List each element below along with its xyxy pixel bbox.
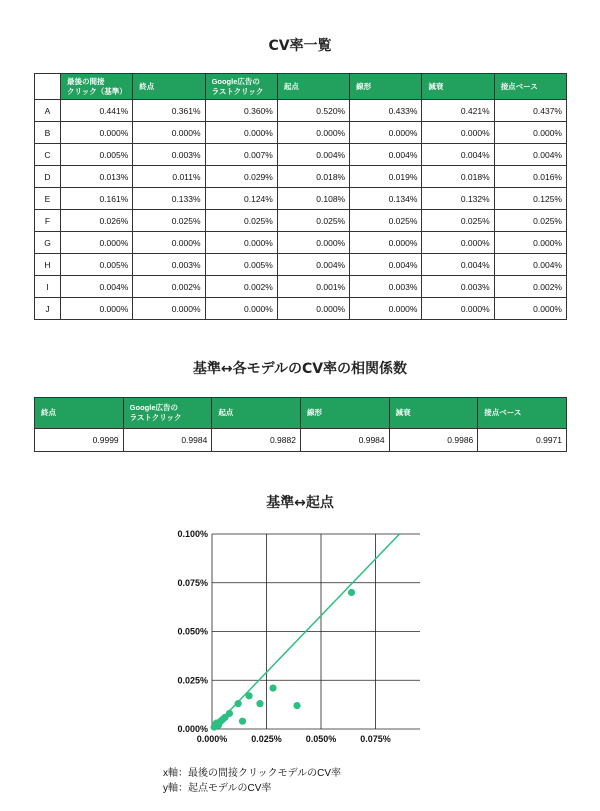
table2-title: 基準↔各モデルのCV率の相関係数 (192, 361, 408, 377)
data-point (269, 684, 276, 691)
table-cell: 0.005% (61, 144, 133, 166)
column-header: 起点 (277, 74, 349, 100)
table-cell: 0.002% (133, 276, 205, 298)
table-cell: 0.9882 (212, 429, 301, 452)
column-header: Google広告の ラストクリック (123, 398, 212, 429)
correlation-table (34, 397, 567, 452)
table-cell: 0.011% (133, 166, 205, 188)
table-row (35, 188, 567, 210)
column-header: 最後の間接 クリック（基準） (61, 74, 133, 100)
table-cell: 0.000% (350, 298, 422, 320)
table-row (35, 232, 567, 254)
table-cell: 0.004% (422, 144, 494, 166)
table-cell: 0.004% (350, 144, 422, 166)
data-point (245, 692, 252, 699)
table-cell: 0.9971 (478, 429, 567, 452)
column-header: 接点ベース (478, 398, 567, 429)
table-cell: 0.005% (61, 254, 133, 276)
x-tick-label: 0.000% (196, 734, 228, 744)
table-cell: 0.004% (494, 144, 566, 166)
table-cell: 0.003% (350, 276, 422, 298)
table-cell: 0.000% (61, 232, 133, 254)
table-cell: 0.161% (61, 188, 133, 210)
row-label: D (35, 166, 61, 188)
table-cell: 0.000% (205, 298, 277, 320)
table-cell: 0.025% (133, 210, 205, 232)
table-cell: 0.001% (277, 276, 349, 298)
table-row (35, 210, 567, 232)
column-header: 減衰 (389, 398, 478, 429)
data-point (226, 710, 233, 717)
table-cell: 0.441% (61, 100, 133, 122)
table-cell: 0.025% (494, 210, 566, 232)
table-cell: 0.000% (205, 122, 277, 144)
table-cell: 0.000% (350, 232, 422, 254)
table-row (35, 254, 567, 276)
table-cell: 0.134% (350, 188, 422, 210)
table-cell: 0.360% (205, 100, 277, 122)
table-cell: 0.000% (422, 298, 494, 320)
y-tick-label: 0.050% (177, 626, 208, 637)
table-cell: 0.520% (277, 100, 349, 122)
table-cell: 0.016% (494, 166, 566, 188)
row-label: B (35, 122, 61, 144)
table-cell: 0.000% (133, 122, 205, 144)
table-cell: 0.437% (494, 100, 566, 122)
table-cell: 0.108% (277, 188, 349, 210)
table-cell: 0.004% (422, 254, 494, 276)
table-cell: 0.000% (494, 122, 566, 144)
table-row (35, 276, 567, 298)
x-tick-label: 0.075% (360, 734, 391, 744)
table-cell: 0.9984 (123, 429, 212, 452)
row-label: J (35, 298, 61, 320)
table-cell: 0.361% (133, 100, 205, 122)
table-cell: 0.125% (494, 188, 566, 210)
row-label: C (35, 144, 61, 166)
table-cell: 0.018% (277, 166, 349, 188)
table-row (35, 298, 567, 320)
table-cell: 0.003% (133, 144, 205, 166)
table-cell: 0.000% (277, 232, 349, 254)
table-cell: 0.029% (205, 166, 277, 188)
table-cell: 0.000% (277, 122, 349, 144)
table-cell: 0.000% (494, 298, 566, 320)
table-cell: 0.9999 (35, 429, 124, 452)
corner-cell (35, 74, 61, 100)
data-point (239, 718, 246, 725)
table-cell: 0.025% (422, 210, 494, 232)
table-cell: 0.004% (277, 144, 349, 166)
table-cell: 0.007% (205, 144, 277, 166)
table-cell: 0.002% (494, 276, 566, 298)
table-cell: 0.000% (422, 232, 494, 254)
table-cell: 0.000% (61, 122, 133, 144)
column-header: 接点ベース (494, 74, 566, 100)
table-cell: 0.003% (422, 276, 494, 298)
column-header: 終点 (133, 74, 205, 100)
table-cell: 0.013% (61, 166, 133, 188)
table-row (35, 166, 567, 188)
table-cell: 0.019% (350, 166, 422, 188)
row-label: G (35, 232, 61, 254)
y-tick-label: 0.025% (177, 675, 208, 686)
table-cell: 0.025% (205, 210, 277, 232)
column-header: Google広告の ラストクリック (205, 74, 277, 100)
x-tick-label: 0.025% (251, 734, 282, 744)
table-row (35, 429, 567, 452)
table-cell: 0.018% (422, 166, 494, 188)
table-cell: 0.000% (277, 298, 349, 320)
table-cell: 0.000% (205, 232, 277, 254)
table-cell: 0.000% (350, 122, 422, 144)
table-cell: 0.9986 (389, 429, 478, 452)
table1-title: CV率一覧 (268, 38, 332, 54)
table-cell: 0.025% (277, 210, 349, 232)
x-axis-label: x軸：最後の間接クリックモデルのCV率 (163, 768, 341, 779)
column-header: 起点 (212, 398, 301, 429)
y-axis-label: y軸：起点モデルのCV率 (163, 783, 272, 794)
table-cell: 0.000% (133, 232, 205, 254)
table-cell: 0.004% (494, 254, 566, 276)
table-row (35, 100, 567, 122)
table-cell: 0.9984 (300, 429, 389, 452)
row-label: H (35, 254, 61, 276)
table-row (35, 122, 567, 144)
table-cell: 0.124% (205, 188, 277, 210)
data-point (256, 700, 263, 707)
data-point (235, 700, 242, 707)
y-tick-label: 0.075% (177, 577, 208, 588)
x-tick-label: 0.050% (305, 734, 337, 744)
row-label: E (35, 188, 61, 210)
column-header: 減衰 (422, 74, 494, 100)
chart-title: 基準↔起点 (266, 495, 334, 511)
column-header: 終点 (35, 398, 124, 429)
table-cell: 0.025% (350, 210, 422, 232)
table-cell: 0.004% (61, 276, 133, 298)
table-cell: 0.002% (205, 276, 277, 298)
column-header: 線形 (300, 398, 389, 429)
table-cell: 0.132% (422, 188, 494, 210)
data-point (348, 589, 355, 596)
table-cell: 0.000% (422, 122, 494, 144)
table-row (35, 144, 567, 166)
table-cell: 0.003% (133, 254, 205, 276)
column-header: 線形 (350, 74, 422, 100)
table-cell: 0.421% (422, 100, 494, 122)
table-cell: 0.000% (61, 298, 133, 320)
row-label: A (35, 100, 61, 122)
table-cell: 0.000% (133, 298, 205, 320)
table-cell: 0.005% (205, 254, 277, 276)
data-point (293, 702, 300, 709)
y-tick-label: 0.000% (177, 724, 208, 734)
table-header-row (35, 74, 567, 100)
scatter-chart (160, 522, 420, 752)
table-cell: 0.004% (277, 254, 349, 276)
table-cell: 0.433% (350, 100, 422, 122)
row-label: I (35, 276, 61, 298)
y-tick-label: 0.100% (177, 529, 208, 539)
table-cell: 0.026% (61, 210, 133, 232)
cv-rate-table (34, 73, 567, 320)
table-header-row (35, 398, 567, 429)
table-cell: 0.000% (494, 232, 566, 254)
table-cell: 0.133% (133, 188, 205, 210)
table-cell: 0.004% (350, 254, 422, 276)
row-label: F (35, 210, 61, 232)
